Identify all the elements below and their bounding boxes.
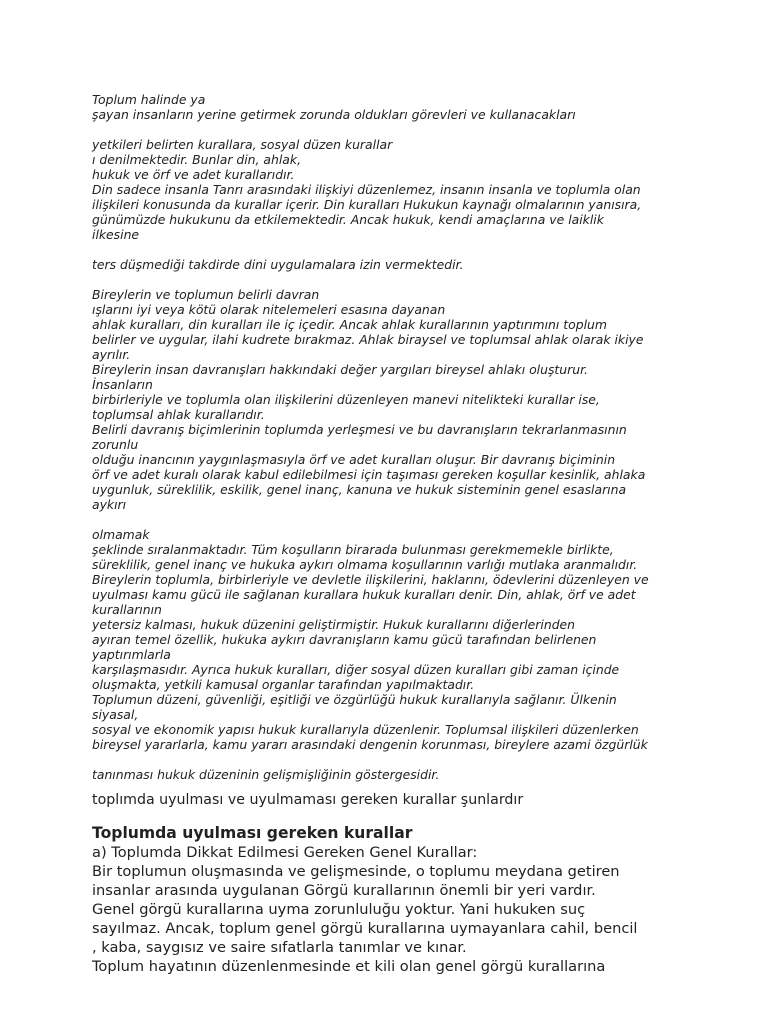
section-heading: Toplumda uyulması gereken kurallar	[92, 824, 413, 842]
text-line: bireysel yararlarla, kamu yararı arasındaki dengenin korunması, bireylere azami özgürlük	[92, 737, 648, 752]
text-line: olmamak	[92, 527, 150, 542]
text-line: Toplumun düzeni, güvenliği, eşitliği ve özgürlüğü hukuk kurallarıyla sağlanır. Ülkenin	[92, 692, 617, 707]
text-line: birbirleriyle ve toplumla olan ilişkilerini düzenleyen manevi nitelikteki kurallar ise,	[92, 392, 600, 407]
text-line: olduğu inancının yaygınlaşmasıyla örf ve adet kuralları oluşur. Bir davranış biçiminin	[92, 452, 616, 467]
text-line: toplumsal ahlak kurallarıdır.	[92, 407, 265, 422]
text-line: insanlar arasında uygulanan Görgü kurallarının önemli bir yeri vardır.	[92, 882, 596, 899]
paragraph-social-rules-intro	[92, 92, 704, 122]
text-line: ayrılır.	[92, 347, 131, 362]
paragraph-religion-rules	[92, 137, 704, 242]
paragraph-law-rules	[92, 527, 704, 752]
intro-line: toplımda uyulması ve uyulmaması gereken kurallar şunlardır	[92, 792, 524, 808]
text-line: yetersiz kalması, hukuk düzenini geliştirmiştir. Hukuk kurallarını diğerlerinden	[92, 617, 576, 632]
text-line: yaptırımlarla	[92, 647, 171, 662]
document-page	[92, 92, 704, 976]
spacer	[92, 272, 704, 287]
text-line: hukuk ve örf ve adet kurallarıdır.	[92, 167, 295, 182]
text-line: siyasal,	[92, 707, 139, 722]
text-line: uygunluk, süreklilik, eskilik, genel inanç, kanuna ve hukuk sisteminin genel esaslarına	[92, 482, 627, 497]
text-line: şeklinde sıralanmaktadır. Tüm koşulların birarada bulunması gerekmemekle birlikte,	[92, 542, 614, 557]
spacer	[92, 242, 704, 257]
text-line: ilkesine	[92, 227, 140, 242]
text-line: Toplum hayatının düzenlenmesinde et kili olan genel görgü kurallarına	[92, 958, 606, 975]
text-line: Bireylerin toplumla, birbirleriyle ve devletle ilişkilerini, haklarını, ödevlerini düzenleyen ve	[92, 572, 649, 587]
paragraph-religion-end	[92, 257, 704, 272]
text-line: İnsanların	[92, 377, 153, 392]
text-line: Bireylerin insan davranışları hakkındaki değer yargıları bireysel ahlakı oluşturur.	[92, 362, 588, 377]
text-line: oluşmakta, yetkili kamusal organlar tarafından yapılmaktadır.	[92, 677, 475, 692]
paragraph-law-end	[92, 767, 704, 782]
text-line: ışlarını iyi veya kötü olarak nitelemeleri esasına dayanan	[92, 302, 446, 317]
text-line: ters düşmediği takdirde dini uygulamalara izin vermektedir.	[92, 257, 464, 272]
text-line: ilişkileri konusunda da kurallar içerir. Din kuralları Hukukun kaynağı olmalarının yanısıra,	[92, 197, 642, 212]
text-line: tanınması hukuk düzeninin gelişmişliğinin göstergesidir.	[92, 767, 440, 782]
paragraph-general-rules	[92, 843, 704, 976]
text-line: şayan insanların yerine getirmek zorunda oldukları görevleri ve kullanacakları	[92, 107, 576, 122]
text-line: zorunlu	[92, 437, 139, 452]
text-line: kurallarının	[92, 602, 162, 617]
text-line: karşılaşmasıdır. Ayrıca hukuk kuralları, diğer sosyal düzen kuralları gibi zaman içinde	[92, 662, 620, 677]
text-line: ahlak kuralları, din kuralları ile iç içedir. Ancak ahlak kurallarının yaptırımını toplum	[92, 317, 607, 332]
text-line: a) Toplumda Dikkat Edilmesi Gereken Genel Kurallar:	[92, 844, 478, 861]
text-line: Bireylerin ve toplumun belirli davran	[92, 287, 320, 302]
spacer	[92, 752, 704, 767]
text-line: , kaba, saygısız ve saire sıfatlarla tanımlar ve kınar.	[92, 939, 467, 956]
text-line: örf ve adet kuralı olarak kabul edilebilmesi için taşıması gereken koşullar kesinlik, ahlaka	[92, 467, 646, 482]
text-line: Bir toplumun oluşmasında ve gelişmesinde, o toplumu meydana getiren	[92, 863, 620, 880]
text-line: Din sadece insanla Tanrı arasındaki ilişkiyi düzenlemez, insanın insanla ve toplumla olan	[92, 182, 641, 197]
text-line: belirler ve uygular, ilahi kudrete bırakmaz. Ahlak biraysel ve toplumsal ahlak olarak ikiye	[92, 332, 644, 347]
text-line: sayılmaz. Ancak, toplum genel görgü kurallarına uymayanlara cahil, bencil	[92, 920, 638, 937]
text-line: Belirli davranış biçimlerinin toplumda yerleşmesi ve bu davranışların tekrarlanmasının	[92, 422, 627, 437]
text-line: Genel görgü kurallarına uyma zorunluluğu yoktur. Yani hukuken suç	[92, 901, 586, 918]
text-line: günümüzde hukukunu da etkilemektedir. Ancak hukuk, kendi amaçlarına ve laiklik	[92, 212, 604, 227]
spacer	[92, 512, 704, 527]
text-line: ı denilmektedir. Bunlar din, ahlak,	[92, 152, 302, 167]
text-line: ayıran temel özellik, hukuka aykırı davranışların kamu gücü tarafından belirlenen	[92, 632, 597, 647]
text-line: sosyal ve ekonomik yapısı hukuk kurallarıyla düzenlenir. Toplumsal ilişkileri düzenlerken	[92, 722, 639, 737]
paragraph-morality-rules	[92, 287, 704, 512]
text-line: süreklilik, genel inanç ve hukuka aykırı olmama koşullarının varlığı mutlaka aranmalıdır.	[92, 557, 638, 572]
spacer	[92, 782, 704, 791]
text-line: uyulması kamu gücü ile sağlanan kurallara hukuk kuralları denir. Din, ahlak, örf ve adet	[92, 587, 636, 602]
text-line: Toplum halinde ya	[92, 92, 206, 107]
text-line: aykırı	[92, 497, 127, 512]
spacer	[92, 122, 704, 137]
text-line: yetkileri belirten kurallara, sosyal düzen kurallar	[92, 137, 393, 152]
